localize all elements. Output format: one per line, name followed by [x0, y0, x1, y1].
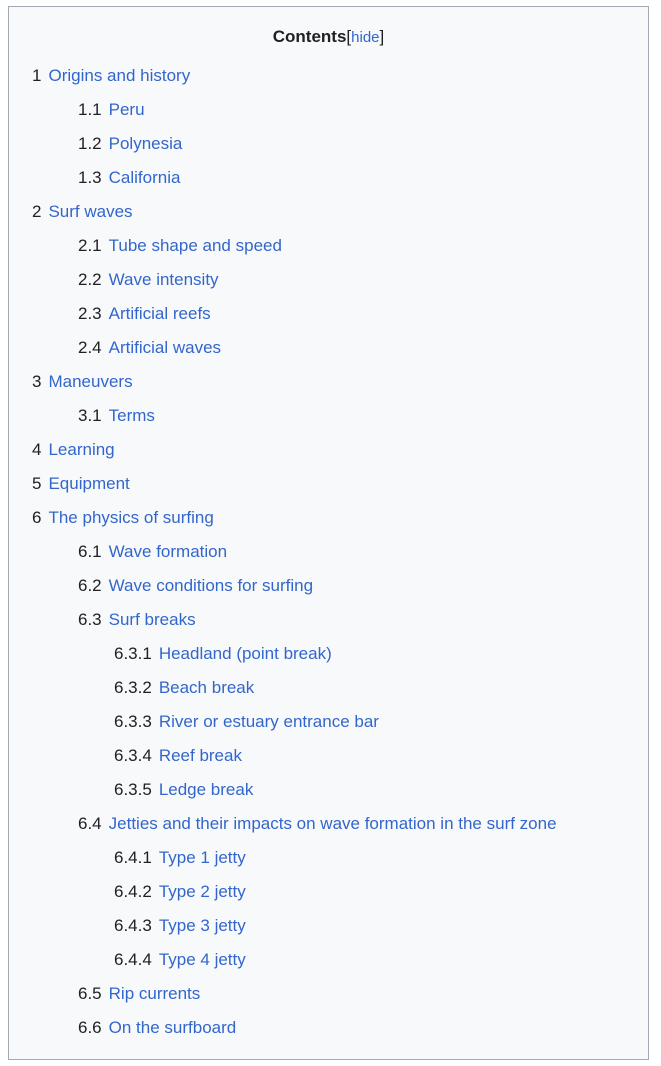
toc-entry-link[interactable]: Wave conditions for surfing — [108, 576, 314, 596]
toc-entry-link[interactable]: Type 4 jetty — [158, 950, 246, 970]
toc-entry-number: 1.2 — [78, 134, 102, 154]
toc-title-label: Contents — [272, 27, 347, 46]
toc-entry-number: 6.5 — [78, 984, 102, 1004]
toc-entry — [21, 161, 636, 195]
toc-entry-link[interactable]: On the surfboard — [108, 1018, 237, 1038]
toc-entry — [21, 433, 636, 467]
toc-entry — [21, 93, 636, 127]
toc-entry-number: 6.3 — [78, 610, 102, 630]
toc-entry-number: 6.4.3 — [114, 916, 152, 936]
toc-entry — [21, 603, 636, 637]
toc-entry — [21, 331, 636, 365]
toc-row — [21, 1011, 636, 1045]
toc-entry — [21, 1011, 636, 1045]
toc-row — [21, 399, 636, 433]
toc-entry-link[interactable]: The physics of surfing — [48, 508, 214, 528]
toc-row — [21, 195, 636, 229]
toc-entry-number: 5 — [32, 474, 42, 494]
toc-row — [21, 705, 636, 739]
toc-row — [21, 535, 636, 569]
toc-entry-number: 6.4.4 — [114, 950, 152, 970]
toc-entry-link[interactable]: Reef break — [158, 746, 242, 766]
toc-entry-number: 2.3 — [78, 304, 102, 324]
toc-row — [21, 467, 636, 501]
toc-bracket-open: [ — [346, 27, 352, 46]
toc-entry-number: 6.3.4 — [114, 746, 152, 766]
toc-row — [21, 297, 636, 331]
toc-row — [21, 127, 636, 161]
toc-row — [21, 263, 636, 297]
toc-row — [21, 229, 636, 263]
toc-entry — [21, 739, 636, 773]
toc-entry — [21, 841, 636, 875]
toc-entry — [21, 875, 636, 909]
toc-entry-number: 1.1 — [78, 100, 102, 120]
toc-row — [21, 569, 636, 603]
toc-entry-number: 3.1 — [78, 406, 102, 426]
toc-entry — [21, 399, 636, 433]
toc-entry-number: 6.3.3 — [114, 712, 152, 732]
toc-entry-link[interactable]: Beach break — [158, 678, 255, 698]
toc-entry-number: 2.4 — [78, 338, 102, 358]
toc-entry-link[interactable]: Artificial reefs — [108, 304, 211, 324]
toc-row — [21, 331, 636, 365]
toc-entry-link[interactable]: Type 1 jetty — [158, 848, 246, 868]
toc-row — [21, 977, 636, 1011]
toc-row — [21, 841, 636, 875]
toc-entry-link[interactable]: Ledge break — [158, 780, 254, 800]
toc-entry-link[interactable]: Terms — [108, 406, 155, 426]
toc-entry-link[interactable]: Jetties and their impacts on wave formation in the surf zone — [108, 814, 557, 834]
toc-entry-link[interactable]: Equipment — [48, 474, 130, 494]
toc-entry-number: 2.2 — [78, 270, 102, 290]
toc-entry-number: 1 — [32, 66, 42, 86]
toc-entry-link[interactable]: River or estuary entrance bar — [158, 712, 379, 732]
toc-entry-link[interactable]: Headland (point break) — [158, 644, 332, 664]
toc-row — [21, 501, 636, 535]
toc-row — [21, 909, 636, 943]
toc-entry — [21, 637, 636, 671]
toc-row — [21, 773, 636, 807]
toc-row — [21, 875, 636, 909]
toc-entry — [21, 297, 636, 331]
toc-entry-number: 6.3.5 — [114, 780, 152, 800]
toc-entry — [21, 569, 636, 603]
toc-row — [21, 93, 636, 127]
toc-entry — [21, 127, 636, 161]
toc-entry — [21, 467, 636, 501]
toc-entry — [21, 501, 636, 535]
toc-entry — [21, 773, 636, 807]
toc-row — [21, 365, 636, 399]
toc-row — [21, 807, 636, 841]
toc-entry-link[interactable]: Surf waves — [48, 202, 133, 222]
toc-row — [21, 59, 636, 93]
table-of-contents — [8, 6, 649, 1060]
toc-entry-link[interactable]: California — [108, 168, 181, 188]
toc-entry-number: 6.4.2 — [114, 882, 152, 902]
toc-entry — [21, 535, 636, 569]
toc-entry — [21, 195, 636, 229]
toc-entry-link[interactable]: Surf breaks — [108, 610, 196, 630]
toc-row — [21, 433, 636, 467]
toc-row — [21, 161, 636, 195]
toc-list — [21, 59, 636, 1045]
toc-entry-number: 6.1 — [78, 542, 102, 562]
toc-entry — [21, 365, 636, 399]
toc-entry-link[interactable]: Type 2 jetty — [158, 882, 246, 902]
toc-row — [21, 637, 636, 671]
toc-entry-number: 2.1 — [78, 236, 102, 256]
toc-row — [21, 671, 636, 705]
toc-entry-link[interactable]: Maneuvers — [48, 372, 133, 392]
toc-entry-link[interactable]: Wave intensity — [108, 270, 219, 290]
toc-title — [21, 27, 636, 47]
toc-entry — [21, 705, 636, 739]
toc-entry-number: 6.3.2 — [114, 678, 152, 698]
toc-entry-number: 4 — [32, 440, 42, 460]
toc-row — [21, 603, 636, 637]
toc-entry — [21, 671, 636, 705]
toc-entry — [21, 807, 636, 841]
toc-entry-link[interactable]: Polynesia — [108, 134, 183, 154]
toc-entry-number: 6.4.1 — [114, 848, 152, 868]
toc-bracket-close: ] — [379, 27, 385, 46]
toc-entry-link[interactable]: Wave formation — [108, 542, 228, 562]
toc-entry-number: 2 — [32, 202, 42, 222]
toc-entry-number: 6.3.1 — [114, 644, 152, 664]
toc-entry-number: 1.3 — [78, 168, 102, 188]
toc-hide-link[interactable]: hide — [351, 29, 380, 46]
toc-row — [21, 943, 636, 977]
toc-entry-number: 6.6 — [78, 1018, 102, 1038]
toc-entry — [21, 263, 636, 297]
toc-entry — [21, 977, 636, 1011]
toc-entry-number: 3 — [32, 372, 42, 392]
toc-entry-link[interactable]: Rip currents — [108, 984, 201, 1004]
toc-entry — [21, 229, 636, 263]
toc-entry-number: 6.4 — [78, 814, 102, 834]
toc-entry — [21, 909, 636, 943]
toc-entry-link[interactable]: Origins and history — [48, 66, 191, 86]
toc-entry-number: 6.2 — [78, 576, 102, 596]
toc-entry-link[interactable]: Peru — [108, 100, 145, 120]
toc-entry-link[interactable]: Type 3 jetty — [158, 916, 246, 936]
toc-entry — [21, 943, 636, 977]
toc-entry-link[interactable]: Learning — [48, 440, 115, 460]
toc-entry-link[interactable]: Tube shape and speed — [108, 236, 282, 256]
toc-entry-link[interactable]: Artificial waves — [108, 338, 222, 358]
toc-row — [21, 739, 636, 773]
toc-entry-number: 6 — [32, 508, 42, 528]
toc-entry — [21, 59, 636, 93]
